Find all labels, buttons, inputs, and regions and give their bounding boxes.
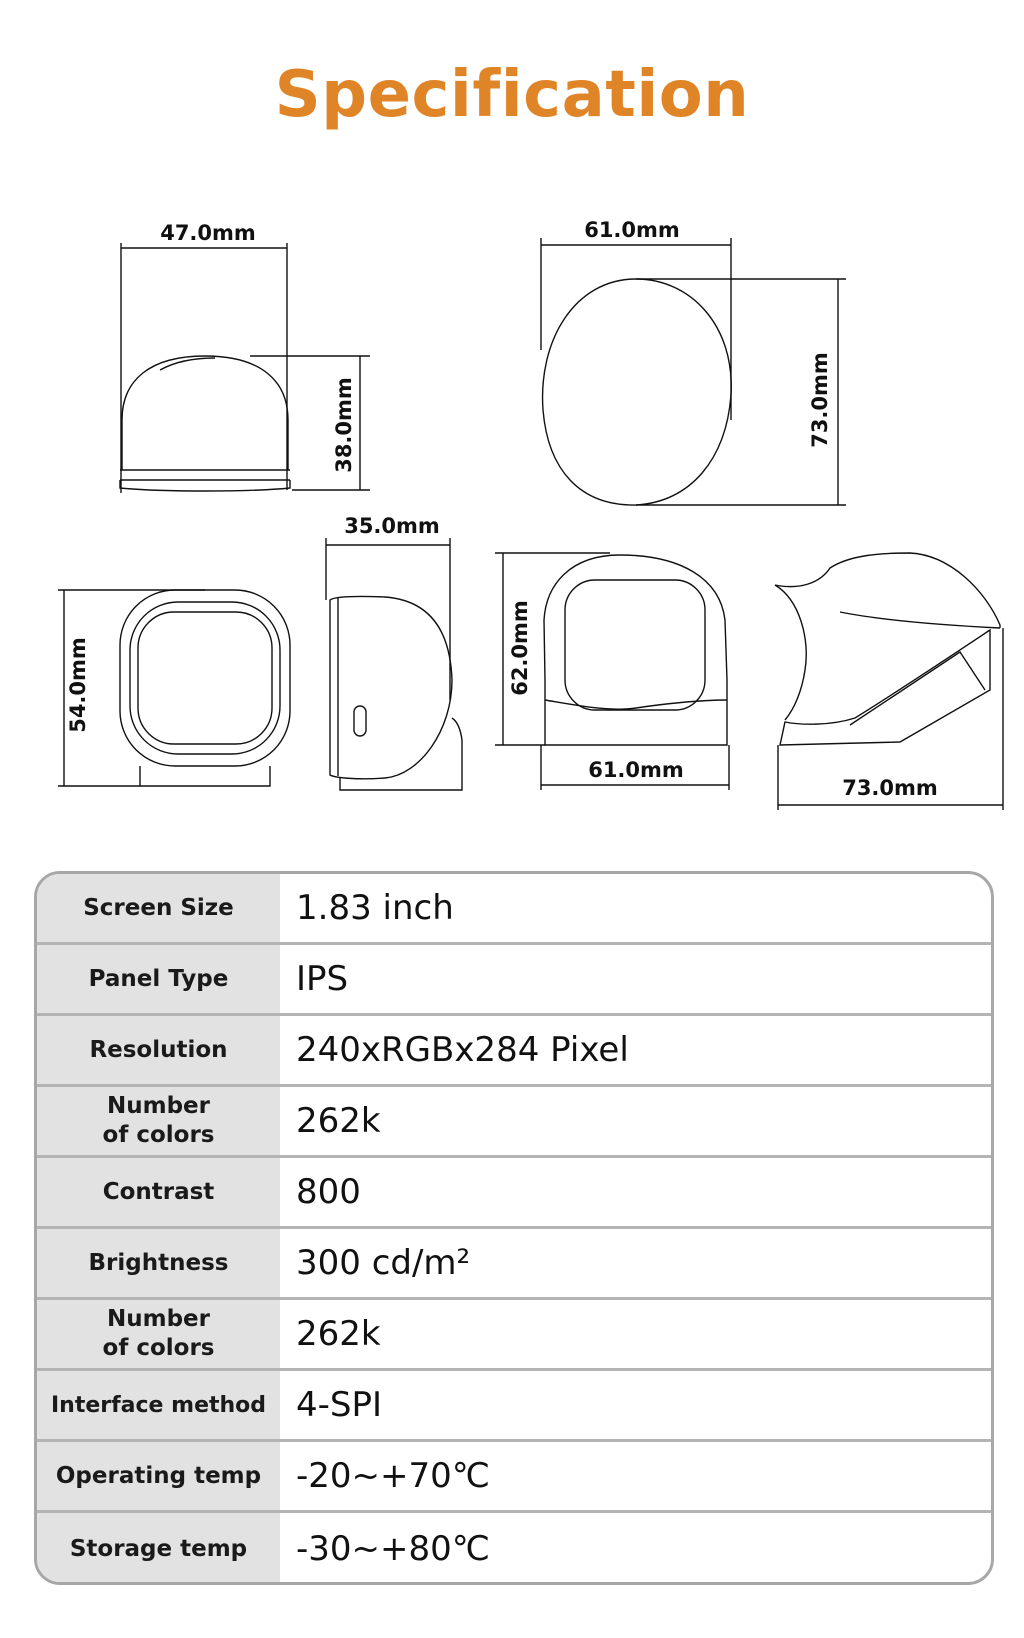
table-row [37, 1442, 991, 1510]
spec-label: Screen Size [37, 874, 280, 942]
spec-table [34, 871, 994, 1585]
dim-front-height: 38.0mm [332, 377, 356, 473]
dim-side-depth: 35.0mm [344, 514, 440, 538]
page-title: Specification [274, 58, 750, 132]
table-row [37, 945, 991, 1013]
dim-helmet-length: 73.0mm [842, 776, 938, 800]
spec-label: Contrast [37, 1158, 280, 1226]
spec-value: -20~+70℃ [296, 1456, 490, 1496]
spec-value: 800 [296, 1172, 361, 1212]
top-view-drawing [541, 238, 846, 505]
dim-front-width: 47.0mm [160, 221, 256, 245]
dim-top-width: 61.0mm [584, 218, 680, 242]
dim-stand-width: 61.0mm [588, 758, 684, 782]
screen-view-drawing [58, 590, 290, 786]
table-row [37, 1158, 991, 1226]
table-row [37, 1087, 991, 1155]
spec-value: 300 cd/m² [296, 1243, 471, 1283]
spec-label: Operating temp [37, 1442, 280, 1510]
spec-label: Interface method [37, 1371, 280, 1439]
table-row [37, 1300, 991, 1368]
table-row [37, 1229, 991, 1297]
spec-label: Brightness [37, 1229, 280, 1297]
spec-value: 4-SPI [296, 1385, 383, 1425]
spec-value: -30~+80℃ [296, 1529, 490, 1569]
spec-label: Number of colors [37, 1087, 280, 1155]
spec-value: 1.83 inch [296, 888, 454, 928]
spec-label: Number of colors [37, 1300, 280, 1368]
spec-label: Storage temp [37, 1513, 280, 1585]
dim-screen-height: 54.0mm [66, 637, 90, 733]
spec-label: Panel Type [37, 945, 280, 1013]
spec-label: Resolution [37, 1016, 280, 1084]
spec-value: 262k [296, 1314, 381, 1354]
table-row [37, 874, 991, 942]
dim-top-depth: 73.0mm [808, 352, 832, 448]
table-row [37, 1371, 991, 1439]
spec-value: 262k [296, 1101, 381, 1141]
table-row [37, 1513, 991, 1585]
dim-stand-height: 62.0mm [508, 600, 532, 696]
table-row [37, 1016, 991, 1084]
spec-value: 240xRGBx284 Pixel [296, 1030, 629, 1070]
helmet-view-drawing [775, 553, 1003, 810]
side-view-drawing [326, 538, 462, 790]
spec-value: IPS [296, 959, 349, 999]
